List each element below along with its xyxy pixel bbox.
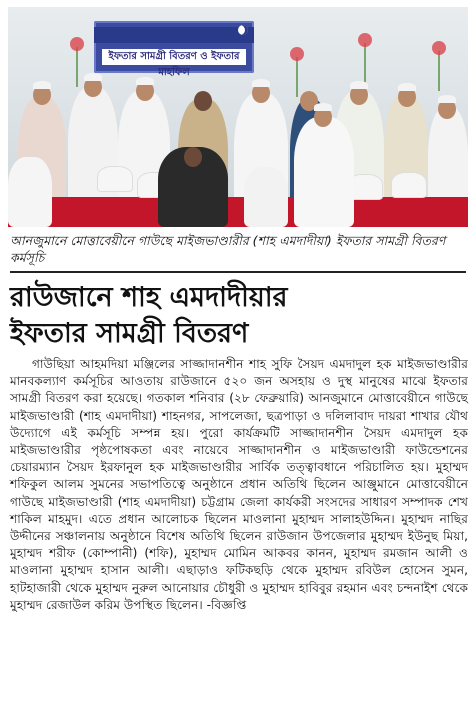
backdrop-decoration — [70, 37, 84, 51]
relief-bag — [98, 167, 132, 191]
banner-title: ইফতার সামগ্রী বিতরণ ও ইফতার মাহফিল — [102, 49, 246, 65]
backdrop-decoration — [364, 43, 366, 83]
article-body: গাউছিয়া আহমদিয়া মঞ্জিলের সাজ্জাদানশীন শাহ সুফি সৈয়দ এমদাদুল হক মাইজভাণ্ডারীর মানবকল্যাণ কর্মসূচির আওতায় রাউজানে ৫২০ জন অসহায় ও দুস্থ মানুষের মাঝে ইফতার সামগ্রী বিতরণ করা হয়েছে। গতকাল শনিবার (২৮ ফেব্রুয়ারি) আনজুমানে মোত্তাবেয়ীনে গাউছে মাইজভাণ্ডারী (শাহ এমদাদীয়া) শাহনগর, সাপলেজা, ছত্রপাড়া ও দলিলাবাদ দায়রা শাখার যৌথ উদ্যোগে এই কর্মসূচি সম্পন্ন হয়। পুরো কার্যক্রমটি সাজ্জাদানশীন সৈয়দ এমদাদুল হক মাইজভাণ্ডারীর পৃষ্ঠপোষকতা এবং নায়েবে সাজ্জাদানশীন ও মাইজভাণ্ডারী ফাউন্ডেশনের চেয়ারম্যান সৈয়দ ইরফানুল হক মাইজভাণ্ডারীর সার্বিক তত্ত্বাবধানে পরিচালিত হয়। মুহাম্মদ শফিকুল আলম সুমনের সভাপতিত্বে অনুষ্ঠানে প্রধান অতিথি ছিলেন আঞ্জুমানে মোত্তাবেয়ীনে গাউছে মাইজভাণ্ডারী (শাহ এমদাদীয়া) চট্টগ্রাম জেলা কার্যকরী সংসদের সাধারণ সম্পাদক শেখ শাকিল মাহমুদ। এতে প্রধান আলোচক ছিলেন মাওলানা মুহাম্মদ সালাহউদ্দিন। মুহাম্মদ নাছির উদ্দীনের সঞ্চালনায় অনুষ্ঠানে বিশেষ অতিথি ছিলেন রাউজান উপজেলার মুহাম্মদ ইউনুছ মিয়া, মুহাম্মদ শরীফ (কোম্পানী) (শফি), মুহাম্মদ মোমিন আকবর কানন, মুহাম্মদ রমজান আলী ও মাওলানা মুহাম্মদ হাসান আলী। এছাড়াও ফটিকছড়ি থেকে মুহাম্মদ রবিউল হোসেন সুমন, হাটহাজারী থেকে মুহাম্মদ নুরুল আনোয়ার চৌধুরী ও মুহাম্মদ হাবিবুর রহমান এবং চন্দনাইশ থেকে মুহাম্মদ রেজাউল করিম উপস্থিত ছিলেন। -বিজ্ঞপ্তি — [10, 357, 468, 612]
person — [244, 167, 288, 227]
relief-bag — [392, 173, 426, 197]
event-banner — [94, 21, 254, 78]
person — [294, 117, 354, 227]
backdrop-decoration — [290, 47, 304, 61]
backdrop-decoration — [76, 47, 78, 87]
distribution-table — [8, 197, 468, 227]
headline-line-1: রাউজানে শাহ এমদাদীয়ার — [10, 282, 288, 313]
divider — [10, 271, 466, 273]
person — [8, 157, 52, 227]
backdrop-decoration — [438, 51, 440, 91]
crescent-icon — [238, 25, 248, 35]
news-photo — [8, 7, 468, 227]
headline-line-2: ইফতার সামগ্রী বিতরণ — [10, 318, 249, 349]
backdrop-decoration — [296, 57, 298, 97]
photo-caption: আনজুমানে মোত্তাবেয়ীনে গাউছে মাইজভাণ্ডারীর (শাহ এমদাদীয়া) ইফতার সামগ্রী বিতরণ কর্মসূচি — [10, 233, 446, 265]
backdrop-decoration — [432, 41, 446, 55]
backdrop-decoration — [358, 33, 372, 47]
headline — [10, 280, 466, 352]
